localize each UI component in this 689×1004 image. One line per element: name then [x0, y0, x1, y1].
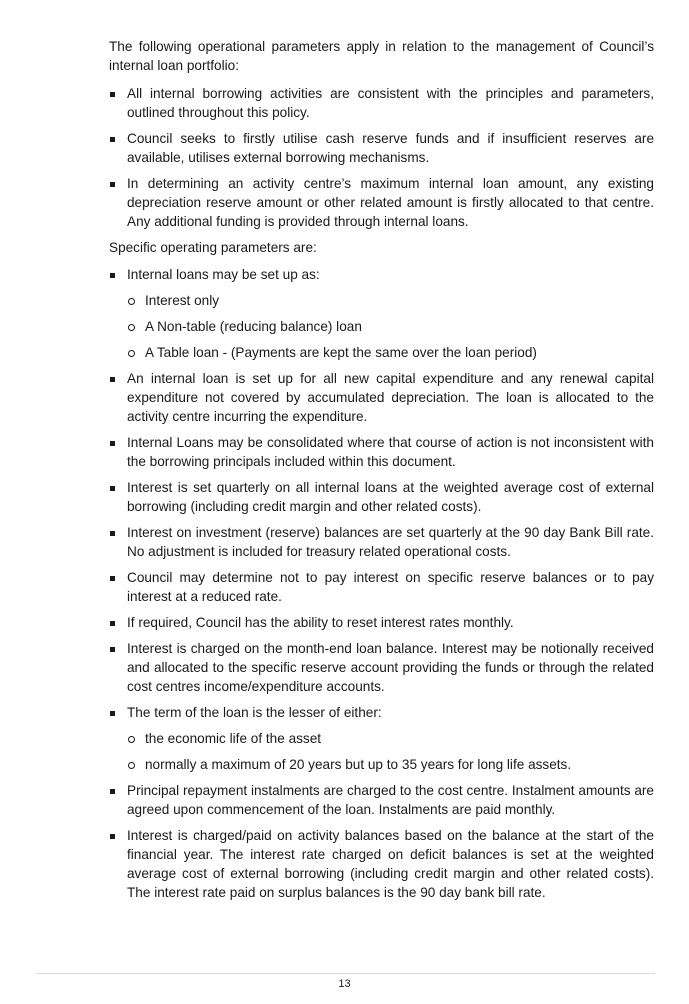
list-item: Interest on investment (reserve) balances are set quarterly at the 90 day Bank Bill rate. No adjustment is included for treasury related operational costs. — [109, 523, 654, 561]
list-item: If required, Council has the ability to reset interest rates monthly. — [109, 613, 654, 632]
list-item: An internal loan is set up for all new capital expenditure and any renewal capital expenditure not covered by accumulated depreciation. The loan is allocated to the activity centre incurring the expenditure. — [109, 369, 654, 426]
list-item-loan-types — [109, 265, 654, 362]
intro-paragraph: The following operational parameters apply in relation to the management of Council’s internal loan portfolio: — [109, 39, 654, 73]
list-item: Interest is set quarterly on all internal loans at the weighted average cost of external borrowing (including credit margin and other related costs). — [109, 478, 654, 516]
specific-parameters-list — [109, 265, 654, 902]
sub-list-item: Interest only — [127, 291, 654, 310]
loan-types-sublist — [127, 291, 654, 362]
sub-list-item: A Table loan - (Payments are kept the same over the loan period) — [127, 343, 654, 362]
sub-list-item: the economic life of the asset — [127, 729, 654, 748]
list-item-loan-term — [109, 703, 654, 774]
page-number: 13 — [338, 978, 351, 990]
document-page — [109, 37, 654, 909]
specific-parameters-heading: Specific operating parameters are: — [109, 240, 317, 255]
list-item: Interest is charged on the month-end loan balance. Interest may be notionally received and allocated to the specific reserve account providing the funds or through the related cost centres income/expenditure accounts. — [109, 639, 654, 696]
sub-list-item: A Non-table (reducing balance) loan — [127, 317, 654, 336]
list-item: Council may determine not to pay interest on specific reserve balances or to pay interest at a reduced rate. — [109, 568, 654, 606]
footer-divider — [36, 973, 655, 974]
list-item: Principal repayment instalments are charged to the cost centre. Instalment amounts are agreed upon commencement of the loan. Instalments are paid monthly. — [109, 781, 654, 819]
list-item: Council seeks to firstly utilise cash reserve funds and if insufficient reserves are available, utilises external borrowing mechanisms. — [109, 129, 654, 167]
list-item: Interest is charged/paid on activity balances based on the balance at the start of the financial year. The interest rate charged on deficit balances is set at the weighted average cost of external borrowing (including credit margin and other related costs). The interest rate paid on surplus balances is the 90 day bank bill rate. — [109, 826, 654, 902]
term-label: The term of the loan is the lesser of either: — [127, 705, 382, 720]
term-options-sublist — [127, 729, 654, 774]
sub-list-item: normally a maximum of 20 years but up to 35 years for long life assets. — [127, 755, 654, 774]
list-item: Internal Loans may be consolidated where that course of action is not inconsistent with the borrowing principals included within this document. — [109, 433, 654, 471]
list-item: In determining an activity centre’s maximum internal loan amount, any existing depreciation reserve amount or other related amount is firstly allocated to that centre. Any additional funding is provided through internal loans. — [109, 174, 654, 231]
loan-types-label: Internal loans may be set up as: — [127, 267, 320, 282]
operational-parameters-list — [109, 84, 654, 231]
list-item: All internal borrowing activities are consistent with the principles and parameters, outlined throughout this policy. — [109, 84, 654, 122]
